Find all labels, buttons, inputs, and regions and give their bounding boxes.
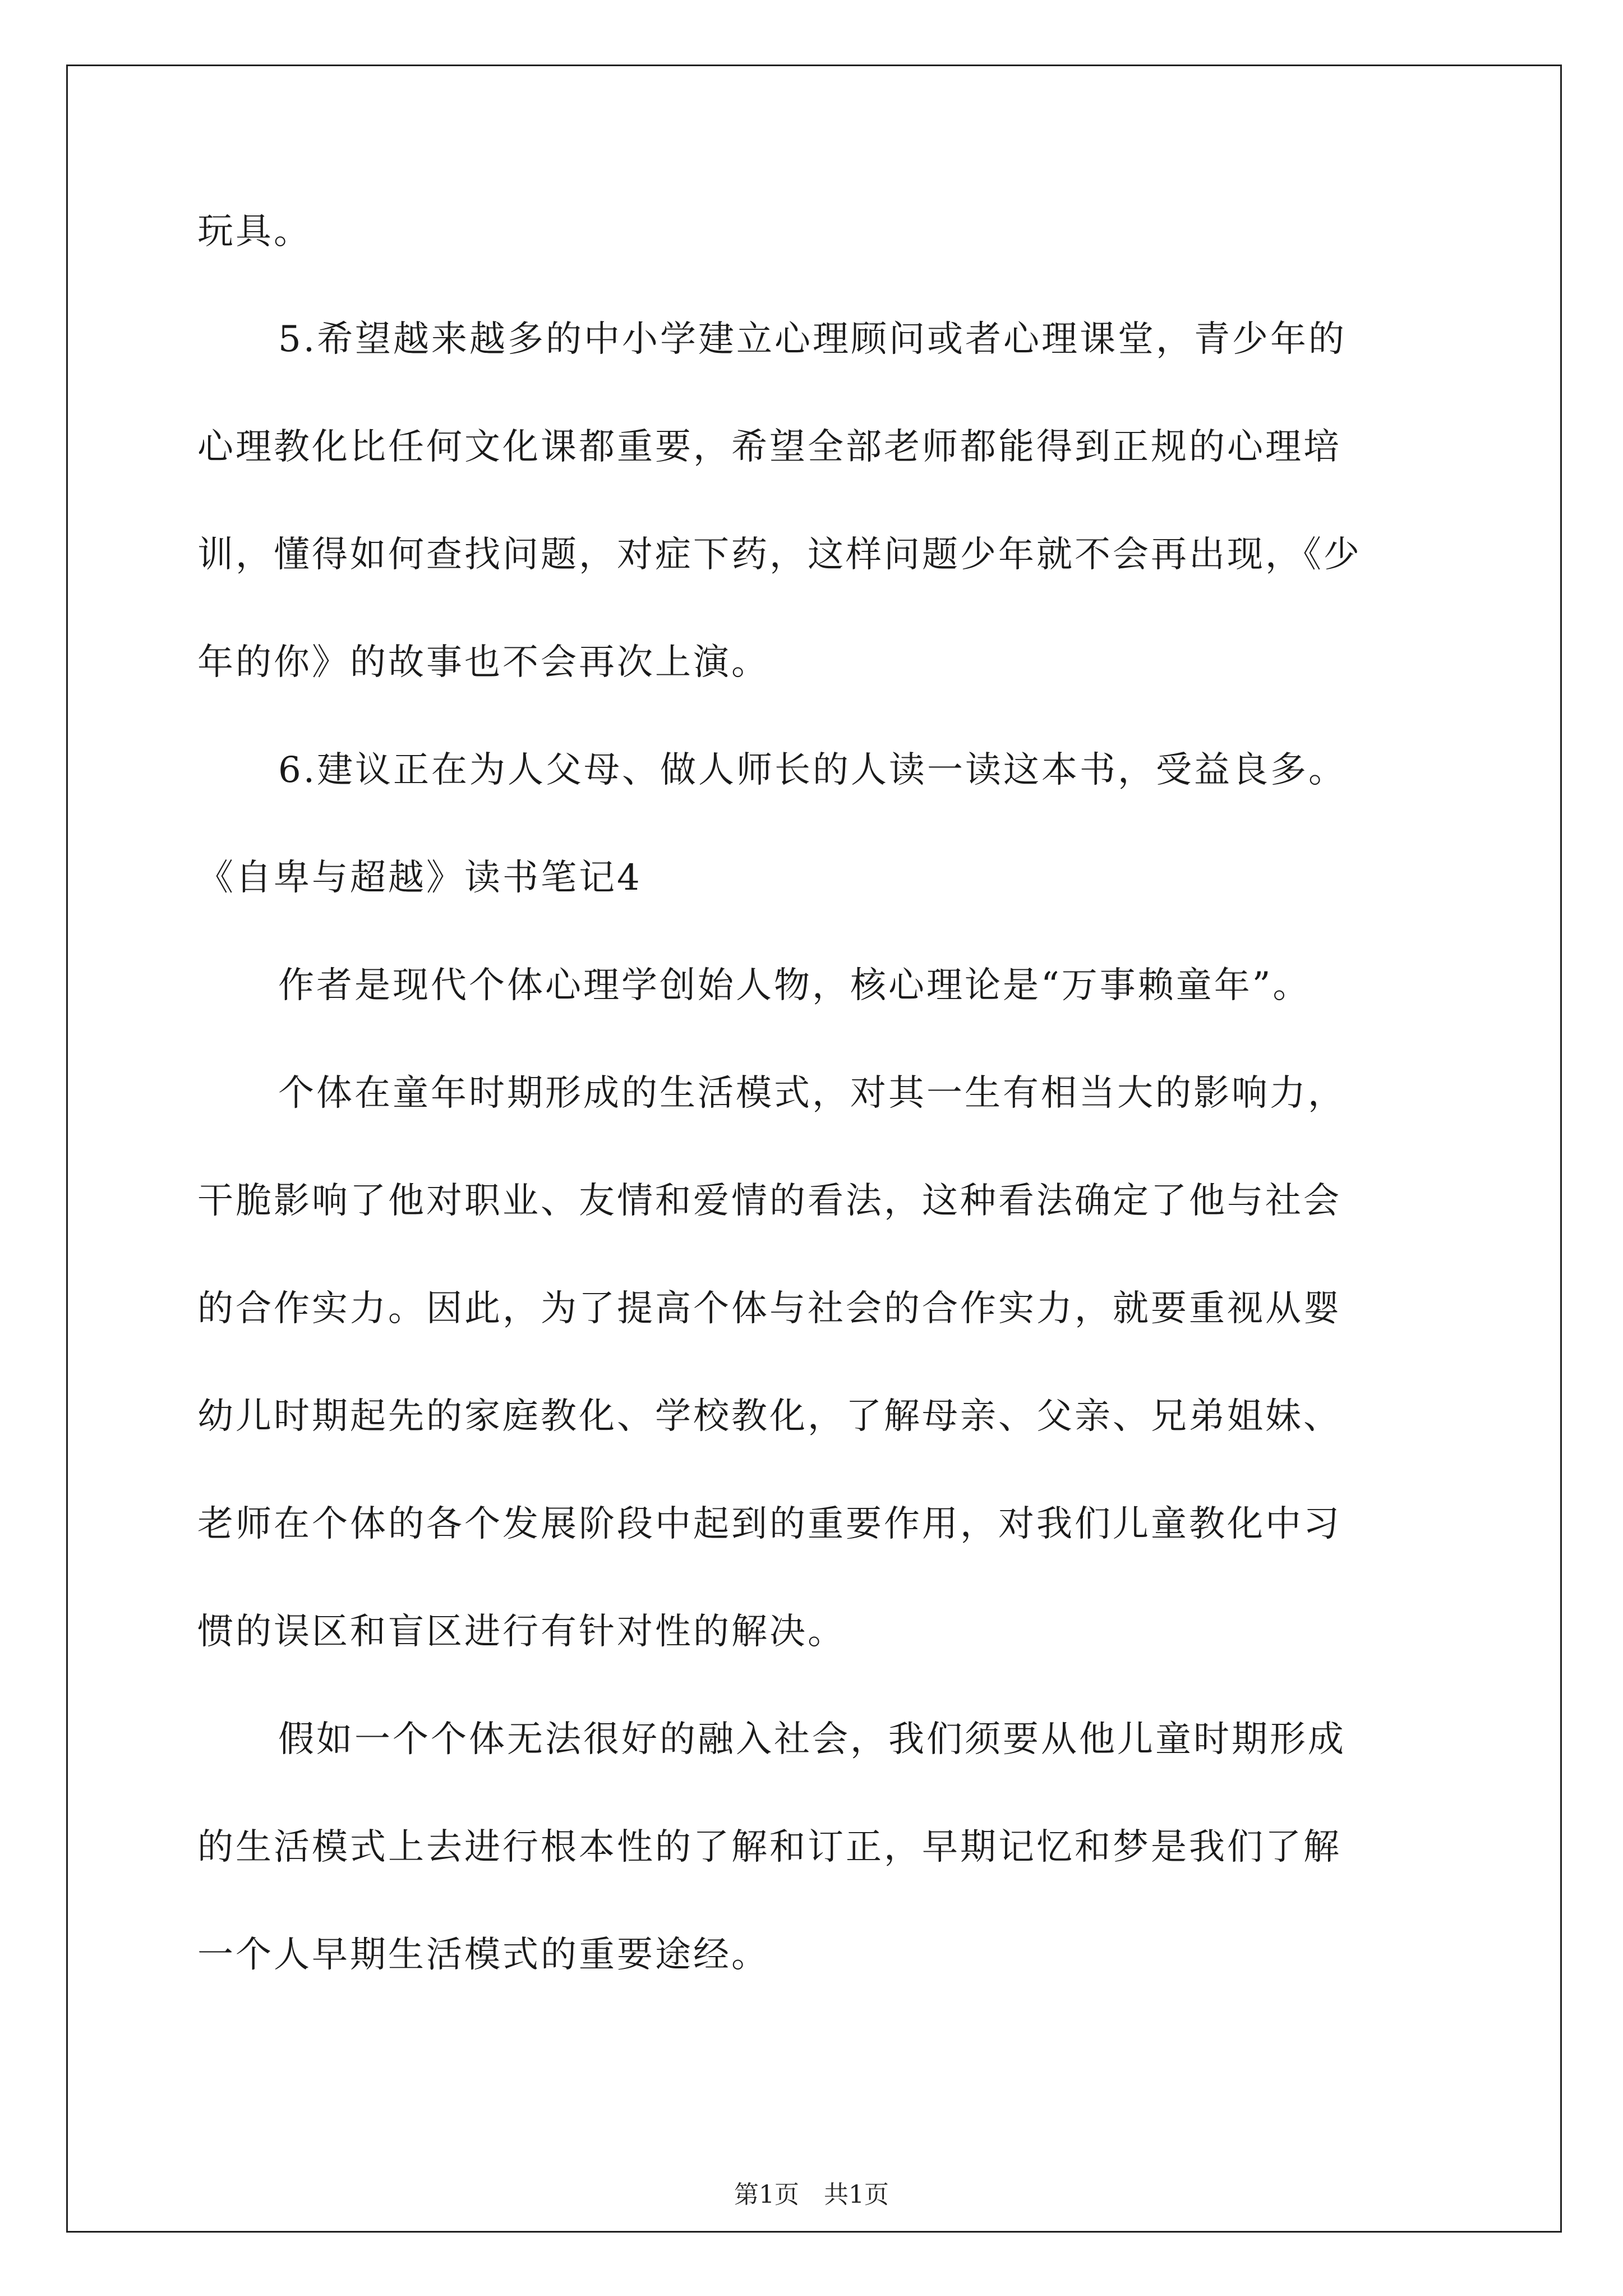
text-line: 老师在个体的各个发展阶段中起到的重要作用，对我们儿童教化中习	[197, 1503, 1341, 1545]
paragraph-start: 个体在童年时期形成的生活模式，对其一生有相当大的影响力，	[278, 1073, 1346, 1114]
text-line: 年的你》的故事也不会再次上演。	[197, 642, 769, 683]
paragraph-item-6: 6.建议正在为人父母、做人师长的人读一读这本书，受益良多。	[278, 749, 1347, 791]
paragraph-start: 作者是现代个体心理学创始人物，核心理论是“万事赖童年”。	[278, 965, 1311, 1006]
paragraph-start: 假如一个个体无法很好的融入社会，我们须要从他儿童时期形成	[278, 1719, 1346, 1760]
text-line: 玩具。	[197, 211, 312, 252]
section-heading: 《自卑与超越》读书笔记4	[197, 857, 642, 899]
text-line: 幼儿时期起先的家庭教化、学校教化，了解母亲、父亲、兄弟姐妹、	[197, 1396, 1341, 1437]
text-line: 惯的误区和盲区进行有针对性的解决。	[197, 1611, 846, 1653]
text-line: 心理教化比任何文化课都重要，希望全部老师都能得到正规的心理培	[197, 426, 1341, 468]
text-line: 训，懂得如何查找问题，对症下药，这样问题少年就不会再出现，《少	[197, 534, 1362, 576]
text-line: 的生活模式上去进行根本性的了解和订正，早期记忆和梦是我们了解	[197, 1826, 1341, 1868]
page-border	[66, 65, 1562, 2233]
text-line: 的合作实力。因此，为了提高个体与社会的合作实力，就要重视从婴	[197, 1288, 1341, 1329]
text-line: 干脆影响了他对职业、友情和爱情的看法，这种看法确定了他与社会	[197, 1180, 1341, 1222]
paragraph-item-5: 5.希望越来越多的中小学建立心理顾问或者心理课堂，青少年的	[278, 319, 1347, 360]
text-line: 一个人早期生活模式的重要途经。	[197, 1934, 769, 1976]
page-number-footer: 第1页 共1页	[734, 2180, 889, 2209]
